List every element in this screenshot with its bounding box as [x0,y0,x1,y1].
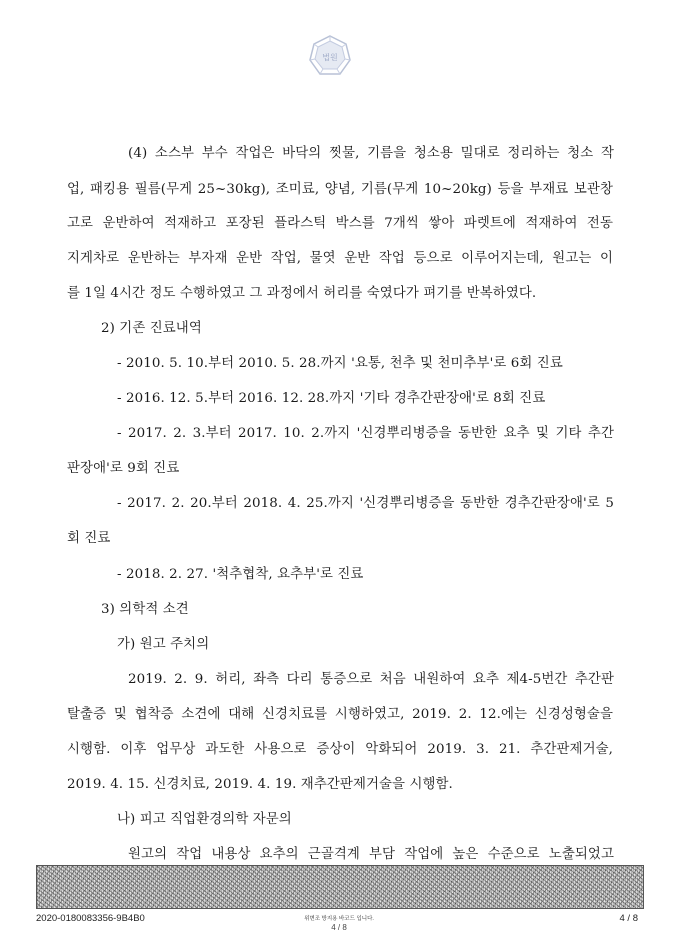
physician-line-3: 시행함. 이후 업무상 과도한 사용으로 증상이 악화되어 2019. 3. 21. 추간판제거술, [67,742,613,757]
physician-line-4: 2019. 4. 15. 신경치료, 2019. 4. 19. 재추간판제거술을 시행함. [67,777,453,792]
court-seal-icon [307,33,353,79]
treatment-item-5: - 2018. 2. 27. '척추협착, 요추부'로 진료 [117,567,364,582]
document-id: 2020-0180083356-9B4B0 [36,913,145,924]
section-heading-medical-opinion: 3) 의학적 소견 [101,602,189,617]
subheading-advisory-physician: 나) 피고 직업환경의학 자문의 [117,812,292,827]
body-line-1: (4) 소스부 부수 작업은 바닥의 찟물, 기름을 청소용 밀대로 정리하는 청소 작 [128,146,614,161]
treatment-item-1: - 2010. 5. 10.부터 2010. 5. 28.까지 '요통, 천추 및 천미추부'로 6회 진료 [117,356,563,371]
body-line-3: 고로 운반하여 적재하고 포장된 플라스틱 박스를 7개씩 쌓아 파렛트에 적재하여 전동 [67,216,613,231]
physician-line-2: 탈출증 및 협착증 소견에 대해 신경치료를 시행하였고, 2019. 2. 12.에는 신경성형술을 [67,707,613,722]
physician-line-1: 2019. 2. 9. 허리, 좌측 다리 통증으로 처음 내원하여 요추 제4-5번간 추간판 [128,672,614,687]
treatment-item-2: - 2016. 12. 5.부터 2016. 12. 28.까지 '기타 경추간판장애'로 8회 진료 [117,391,546,406]
court-seal-watermark [307,33,353,79]
section-heading-prior-treatment: 2) 기존 진료내역 [101,321,202,336]
treatment-item-4: - 2017. 2. 20.부터 2018. 4. 25.까지 '신경뿌리병증을 동반한 경추간판장애'로 5 [117,496,614,511]
treatment-item-4-cont: 회 진료 [67,531,111,546]
subheading-attending-physician: 가) 원고 주치의 [117,637,210,652]
body-line-5: 를 1일 4시간 정도 수행하였고 그 과정에서 허리를 숙였다가 펴기를 반복하였다. [67,286,537,301]
treatment-item-3-cont: 판장애'로 9회 진료 [67,461,180,476]
page-number-center: 4 / 8 [331,923,347,932]
seal-text: 법원 [322,53,338,62]
body-line-2: 업, 패킹용 필름(무게 25~30kg), 조미료, 양념, 기름(무게 10~20kg) 등을 부재료 보관창 [67,182,613,197]
advisory-line-1: 원고의 작업 내용상 요추의 근골격계 부담 작업에 높은 수준으로 노출되었고 [128,847,614,862]
body-line-4: 지게차로 운반하는 부자재 운반 작업, 물엿 운반 작업 등으로 이루어지는데, 원고는 이 [67,251,613,266]
anti-forgery-barcode [36,865,644,909]
page-number-right: 4 / 8 [619,913,638,924]
treatment-item-3: - 2017. 2. 3.부터 2017. 10. 2.까지 '신경뿌리병증을 동반한 요추 및 기타 추간 [117,426,614,441]
barcode-notice: 위변조 방지용 바코드 입니다. [304,916,374,922]
